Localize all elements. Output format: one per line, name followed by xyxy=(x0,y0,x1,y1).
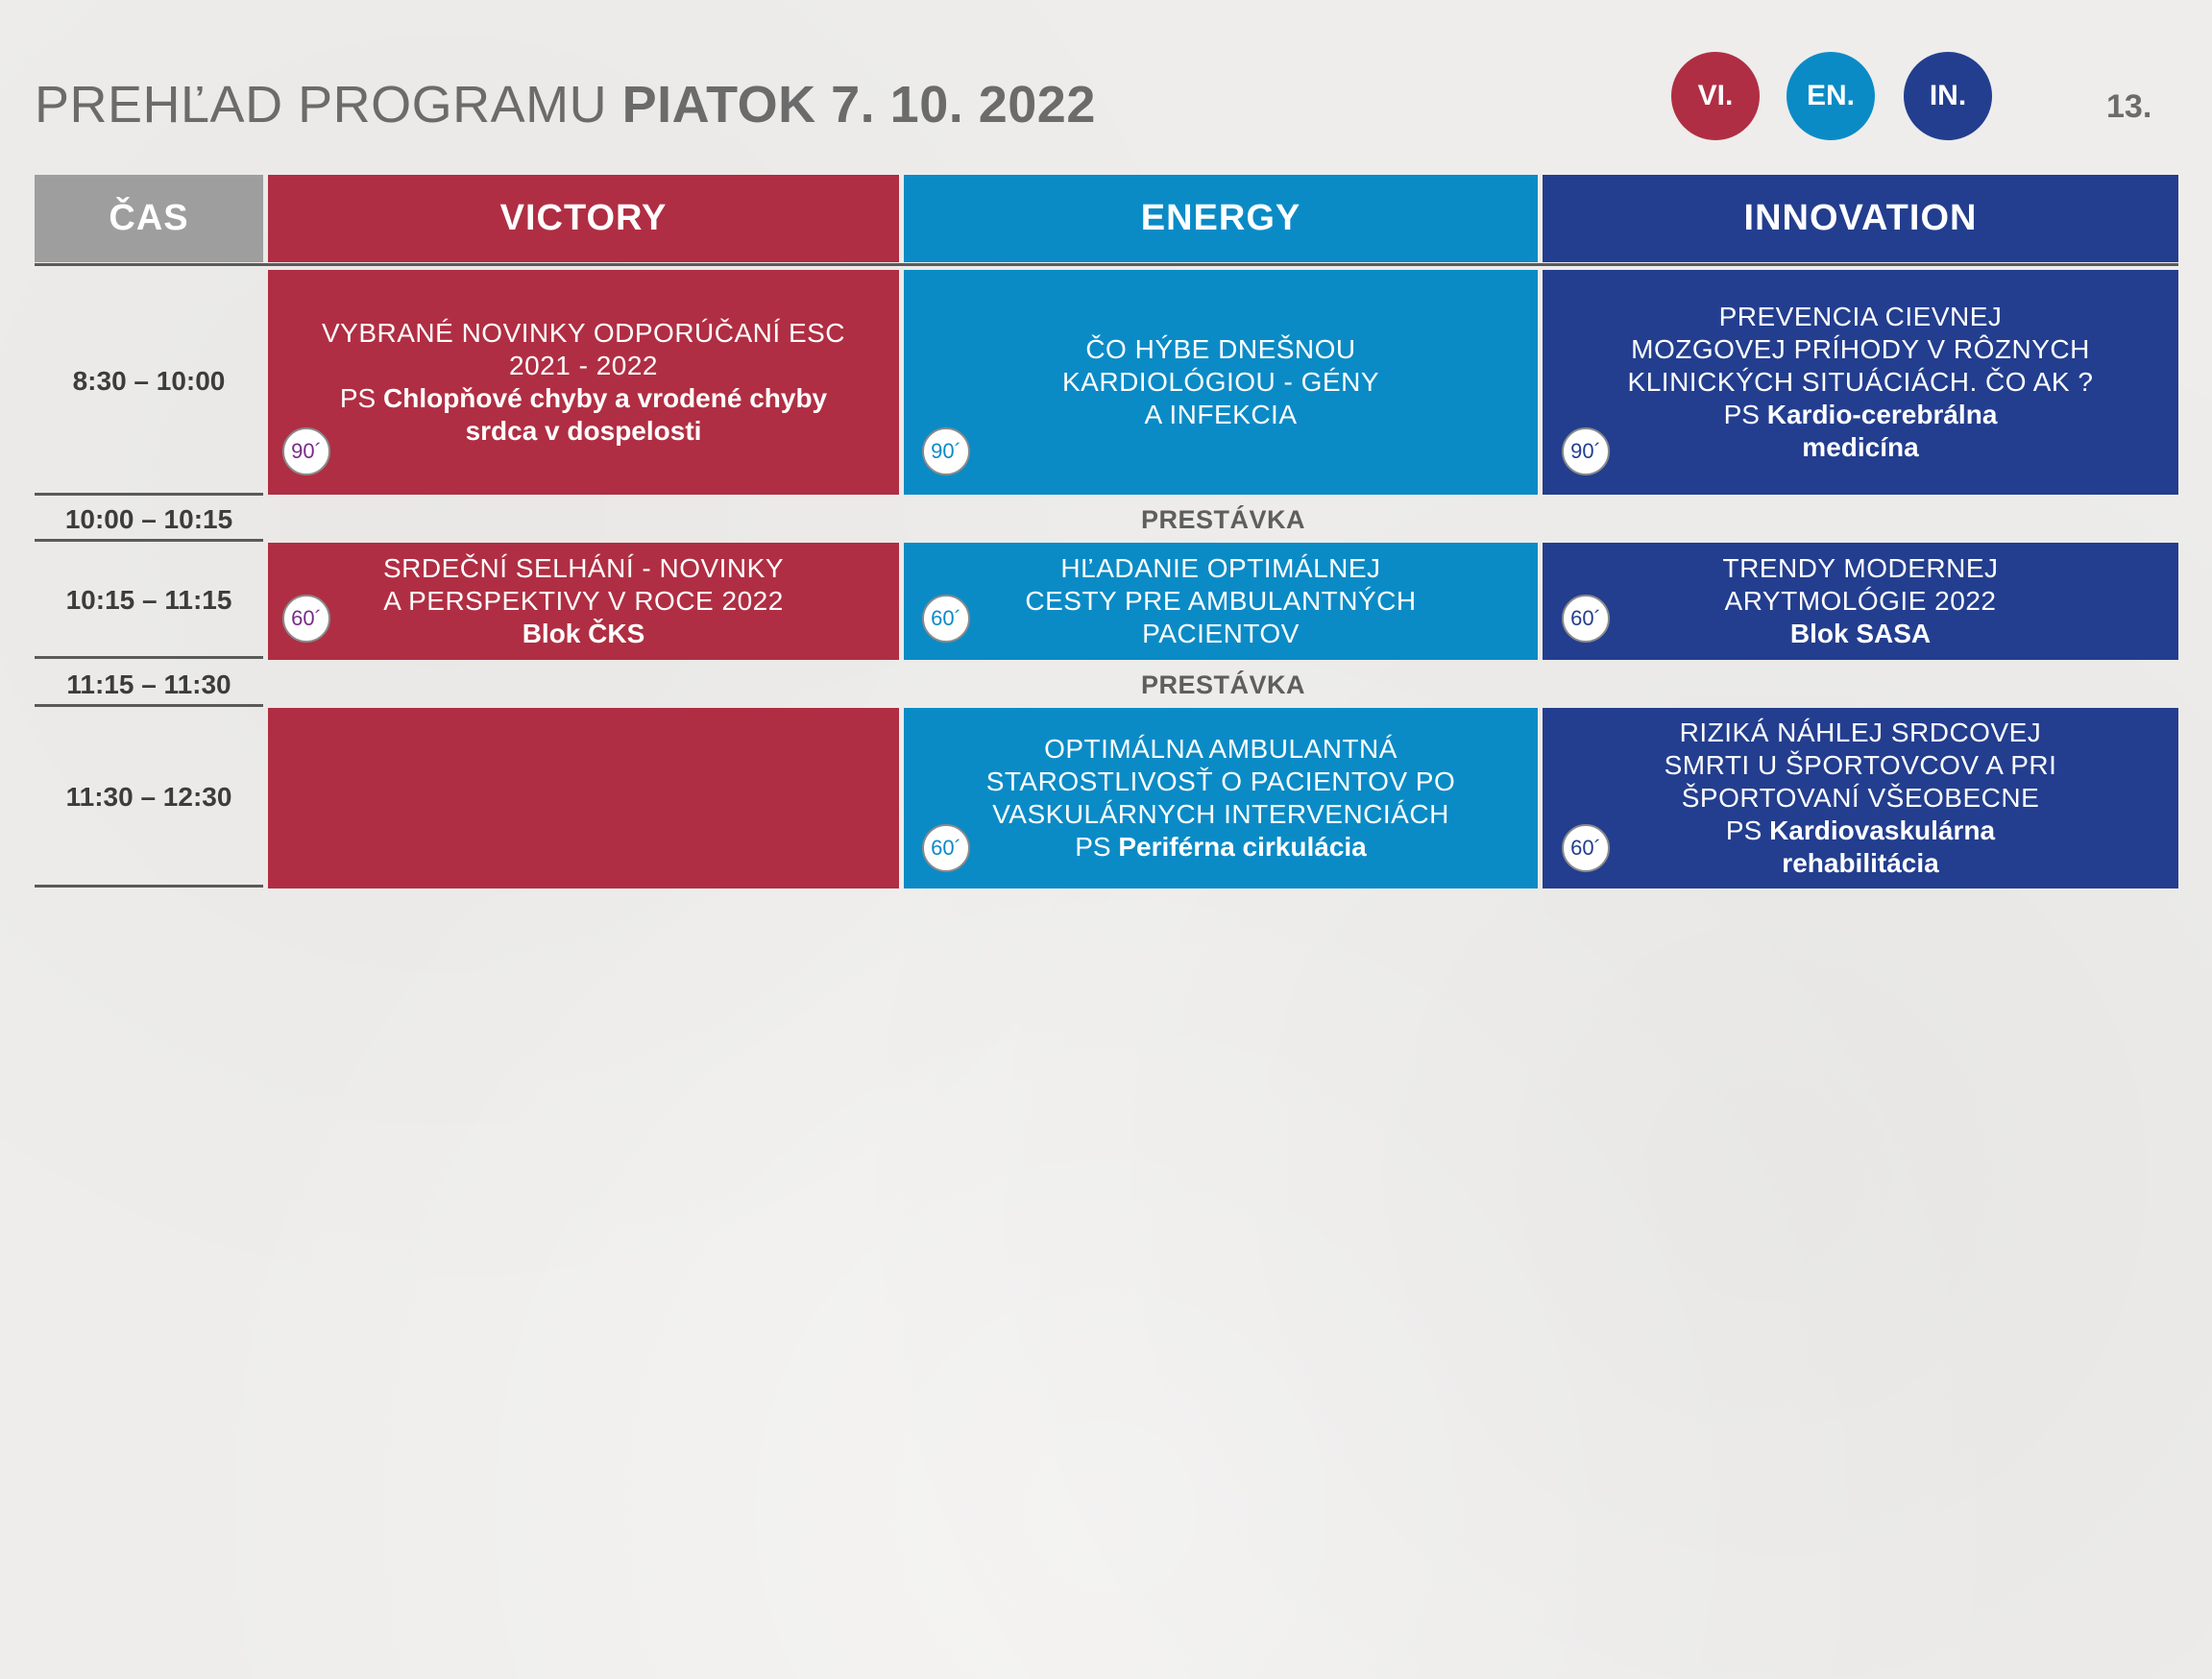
row-divider xyxy=(35,704,263,707)
session-subtitle xyxy=(1802,431,1918,464)
session-title-line: ČO HÝBE DNEŠNOU xyxy=(1085,334,1356,364)
session-subtitle xyxy=(340,382,827,415)
time-slot: 10:00 – 10:15 xyxy=(64,504,233,534)
session-title-line: VYBRANÉ NOVINKY ODPORÚČANÍ ESC xyxy=(321,318,846,348)
session-sub-line: medicína xyxy=(1802,432,1919,462)
session-title-line: ARYTMOLÓGIE 2022 xyxy=(1724,586,1997,616)
session-sub-line: Blok SASA xyxy=(1789,619,1932,648)
row-divider xyxy=(35,493,263,496)
duration-badge: 60´ xyxy=(922,824,970,872)
session-title-line: 2021 - 2022 xyxy=(509,351,658,380)
session-r1-energy xyxy=(904,270,1538,495)
session-title-line: A INFEKCIA xyxy=(1144,400,1298,429)
session-title-line: MOZGOVEJ PRÍHODY V RÔZNYCH xyxy=(1631,334,2090,364)
duration-badge: 60´ xyxy=(282,595,330,643)
session-title-line: KARDIOLÓGIOU - GÉNY xyxy=(1062,367,1379,397)
session-subtitle xyxy=(1724,399,1998,431)
session-r3-victory xyxy=(268,708,899,888)
badge-energy: EN. xyxy=(1787,52,1875,140)
row-divider xyxy=(35,539,263,542)
session-subtitle xyxy=(1726,815,1995,847)
session-title-line: SMRTI U ŠPORTOVCOV A PRI xyxy=(1664,750,2057,780)
session-sub-line: Chlopňové chyby a vrodené chyby xyxy=(383,383,828,413)
session-r2-innovation xyxy=(1543,543,2178,660)
session-title-line: STAROSTLIVOSŤ O PACIENTOV PO xyxy=(985,766,1456,796)
break-label: PRESTÁVKA xyxy=(1140,669,1306,699)
badge-innovation: IN. xyxy=(1904,52,1992,140)
session-prefix: PS xyxy=(1075,832,1111,862)
session-prefix: PS xyxy=(339,383,377,413)
header-divider xyxy=(35,263,2178,266)
column-header-time: ČAS xyxy=(35,175,263,262)
session-prefix: PS xyxy=(1723,400,1760,429)
column-header-victory: VICTORY xyxy=(268,175,899,262)
session-sub-line: rehabilitácia xyxy=(1782,848,1939,878)
session-title-line: TRENDY MODERNEJ xyxy=(1722,553,1999,583)
badge-victory: VI. xyxy=(1671,52,1760,140)
break-label: PRESTÁVKA xyxy=(1140,504,1306,534)
duration-badge: 90´ xyxy=(1562,427,1610,475)
row-divider xyxy=(35,885,263,888)
session-r3-energy xyxy=(904,708,1538,888)
session-title-line: OPTIMÁLNA AMBULANTNÁ xyxy=(1044,734,1398,764)
session-r1-victory xyxy=(268,270,899,495)
session-title-line: KLINICKÝCH SITUÁCIÁCH. ČO AK ? xyxy=(1627,367,2094,397)
session-title-line: SRDEČNÍ SELHÁNÍ - NOVINKY xyxy=(382,553,785,583)
session-subtitle xyxy=(466,415,702,448)
page-title-light: PREHĽAD PROGRAMU xyxy=(35,76,608,134)
page-title-date: PIATOK 7. 10. 2022 xyxy=(621,76,1096,134)
column-header-energy: ENERGY xyxy=(904,175,1538,262)
session-sub-line: Periférna cirkulácia xyxy=(1118,832,1367,862)
session-title-line: HĽADANIE OPTIMÁLNEJ xyxy=(1060,553,1381,583)
session-subtitle xyxy=(523,618,645,650)
session-subtitle xyxy=(1782,847,1938,880)
time-slot: 8:30 – 10:00 xyxy=(72,366,226,396)
page-number: 13. xyxy=(2106,88,2152,125)
session-title-line: CESTY PRE AMBULANTNÝCH xyxy=(1025,586,1417,616)
duration-badge: 60´ xyxy=(1562,595,1610,643)
session-title-line: PREVENCIA CIEVNEJ xyxy=(1718,302,2003,331)
session-subtitle xyxy=(1075,831,1367,864)
session-r3-innovation xyxy=(1543,708,2178,888)
session-sub-line: Kardio-cerebrálna xyxy=(1766,400,1998,429)
page-title xyxy=(35,75,1096,134)
session-title-line: RIZIKÁ NÁHLEJ SRDCOVEJ xyxy=(1679,718,2042,747)
duration-badge: 90´ xyxy=(922,427,970,475)
session-sub-line: Kardiovaskulárna xyxy=(1769,815,1996,845)
session-title-line: ŠPORTOVANÍ VŠEOBECNE xyxy=(1681,783,2040,813)
time-slot: 11:15 – 11:30 xyxy=(66,669,231,699)
session-subtitle xyxy=(1790,618,1931,650)
session-title-line: VASKULÁRNYCH INTERVENCIÁCH xyxy=(992,799,1449,829)
column-header-innovation: INNOVATION xyxy=(1543,175,2178,262)
session-r2-energy xyxy=(904,543,1538,660)
session-title-line: A PERSPEKTIVY V ROCE 2022 xyxy=(383,586,784,616)
session-sub-line: srdca v dospelosti xyxy=(465,416,702,446)
duration-badge: 60´ xyxy=(922,595,970,643)
session-sub-line: Blok ČKS xyxy=(522,619,645,648)
duration-badge: 90´ xyxy=(282,427,330,475)
session-r1-innovation xyxy=(1543,270,2178,495)
row-divider xyxy=(35,656,263,659)
duration-badge: 60´ xyxy=(1562,824,1610,872)
session-r2-victory xyxy=(268,543,899,660)
session-title-line: PACIENTOV xyxy=(1142,619,1300,648)
session-prefix: PS xyxy=(1725,815,1762,845)
time-slot: 10:15 – 11:15 xyxy=(65,585,232,615)
time-slot: 11:30 – 12:30 xyxy=(65,782,232,812)
